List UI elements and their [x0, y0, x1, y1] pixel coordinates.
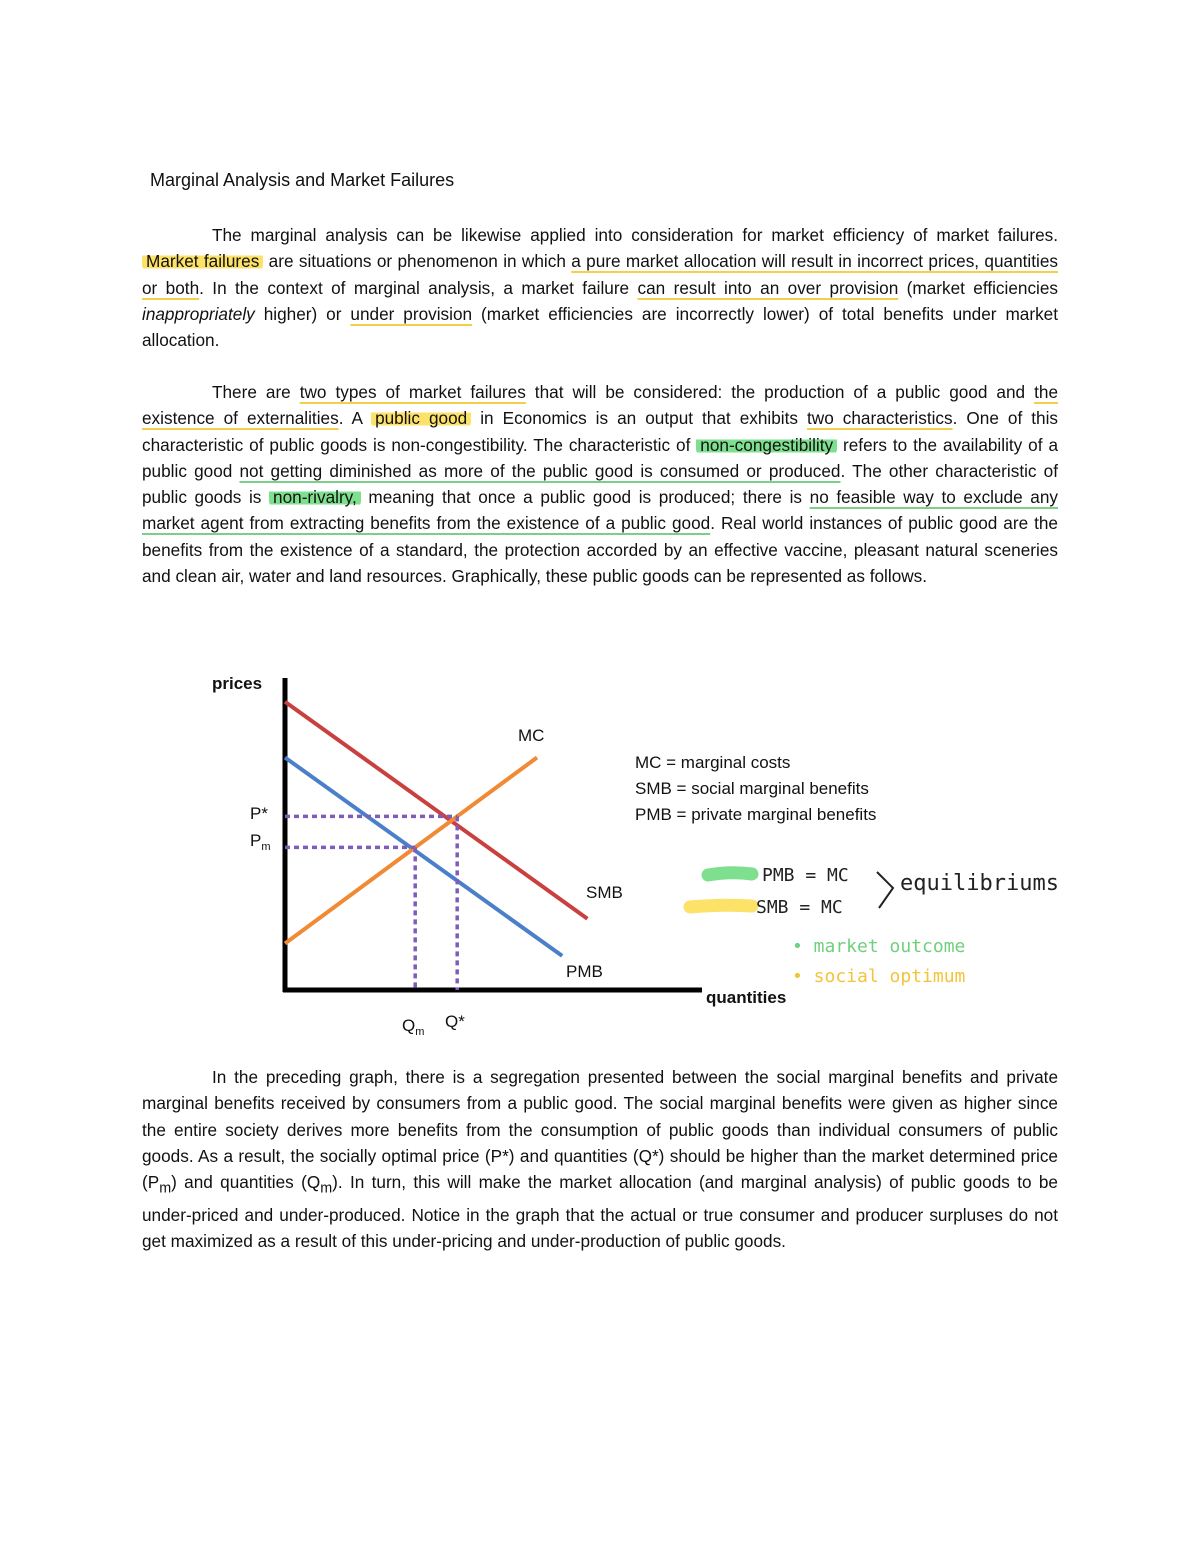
page-title: Marginal Analysis and Market Failures	[150, 170, 455, 190]
underline-two-characteristics: two characteristics	[807, 408, 953, 429]
annotation-pmb-mc: PMB = MC	[762, 865, 849, 886]
paragraph-public-goods: There are two types of market failures that will be considered: the production of a public good and the existence of externalities. A public good in Economics is an output that exhibits two characteristics. One of this characteristic of public goods is non-congestibility. The characteristic of non-congestibility refers to the availability of a public good not getting diminished as more of the public good is consumed or produced. The other characteristic of public goods is non-rivalry, meaning that once a public good is produced; there is no feasible way to exclude any market agent from extracting benefits from the existence of a public good. Real world instances of public good are the benefits from the existence of a standard, the protection accorded by an effective vaccine, pleasant natural sceneries and clean air, water and land resources. Graphically, these public goods can be represented as follows.	[142, 382, 1059, 587]
highlight-non-rivalry: non-rivalry,	[269, 487, 361, 507]
underline-two-types: two types of market failures	[299, 382, 526, 402]
annotation-equilibriums: equilibriums	[900, 871, 1059, 896]
underline-under-provision: under provision	[350, 303, 473, 324]
series-label-pmb: PMB	[566, 962, 603, 981]
yellow-marker-stroke	[690, 905, 752, 907]
tick-label-pm: $P_m$	[250, 831, 271, 853]
underline-pure-market: a pure market allocation will result in incorrect prices, quantities or both	[142, 251, 1058, 298]
annotation-social-optimum: • social optimum	[792, 966, 966, 987]
legend-mc: MC = marginal costs	[635, 753, 791, 772]
underline-no-feasible-way: no feasible way to exclude any market agent from extracting benefits from the existence of a public good	[142, 487, 1058, 534]
underline-over-provision: can result into an over provision	[637, 277, 899, 298]
underline-not-diminished: not getting diminished as more of the public good is consumed or produced	[239, 460, 841, 481]
brace-icon	[877, 872, 893, 908]
highlight-public-good: public good	[371, 408, 471, 428]
highlight-non-congestibility: non-congestibility	[696, 435, 837, 455]
highlight-market-failures: Market failures	[142, 251, 263, 271]
tick-label-qm: $Q_m$	[402, 1016, 425, 1038]
series-label-smb: SMB	[586, 883, 623, 902]
paragraph-graph-explanation: In the preceding graph, there is a segregation presented between the social marginal benefits and private marginal benefits received by consumers from a public good. The social marginal benefits were given as higher since the entire society derives more benefits from the consumption of public goods than individual consumers of public goods. As a result, the socially optimal price (P*) and quantities (Q*) should be higher than the market determined price $(P_m)$ and quantities $(Q_m)$. In turn, this will make the market allocation (and marginal analysis) of public goods to be under-priced and under-produced. Notice in the graph that the actual or true consumer and producer surpluses do not get maximized as a result of this under-pricing and under-production of public goods.	[142, 1067, 1058, 1252]
paragraph-market-failures: The marginal analysis can be likewise applied into consideration for market efficiency of market failures. Market failures are situations or phenomenon in which a pure market allocation will result in incorrect prices, quantities or both. In the context of marginal analysis, a market failure can result into an over provision (market efficiencies inappropriately higher) or under provision (market efficiencies are incorrectly lower) of total benefits under market allocation.	[142, 225, 1059, 351]
x-axis-label: quantities	[706, 988, 787, 1007]
tick-label-p-star: P*	[250, 804, 268, 823]
tick-label-q-star: Q*	[445, 1012, 465, 1031]
legend-pmb: PMB = private marginal benefits	[635, 805, 877, 824]
annotation-market-outcome: • market outcome	[792, 936, 966, 957]
y-axis-label: prices	[212, 674, 263, 693]
green-marker-stroke	[708, 873, 752, 875]
annotation-smb-mc: SMB = MC	[756, 897, 843, 918]
series-line-pmb	[285, 758, 562, 956]
series-label-mc: MC	[518, 726, 545, 745]
legend-smb: SMB = social marginal benefits	[635, 779, 869, 798]
underline-externalities: the existence of externalities	[142, 382, 1059, 429]
